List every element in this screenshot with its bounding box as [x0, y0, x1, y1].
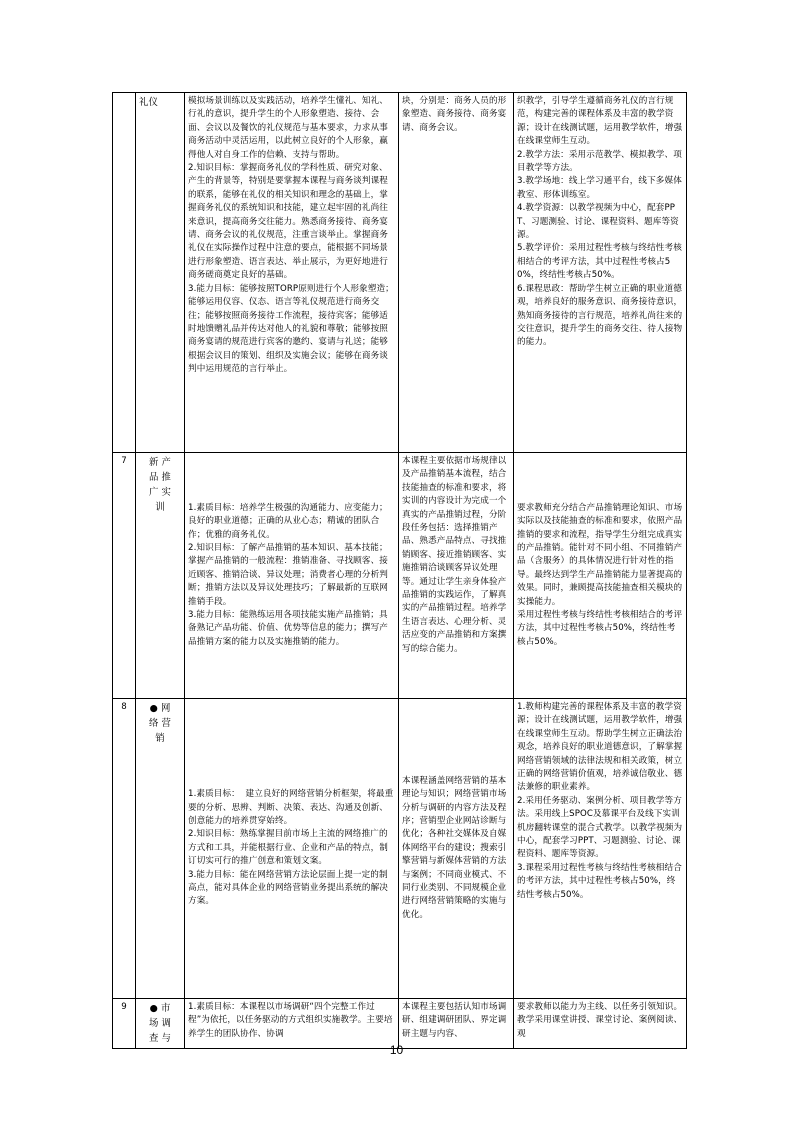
target-paragraph: 3.能力目标：能熟练运用各项技能实施产品推销；具备熟记产品功能、价值、优势等信息的能力；撰写产品推销方案的能力以及实施推销的能力。	[188, 610, 388, 647]
course-name: 新 产 品 推 广 实 训	[148, 457, 172, 513]
target-paragraph: 模拟场景训练以及实践活动，培养学生懂礼、知礼、行礼的意识，提升学生的个人形象塑造、接待、会面、会议以及餐饮的礼仪规范与基本要求，力求从事商务活动中灵活运用，以此树立良好的个人形象，赢得他人对自身工作的信赖、支持与帮助。	[188, 96, 388, 160]
requirement-paragraph: 3.教学场地：线上学习通平台，线下多媒体教室、形体训练室。	[517, 176, 682, 200]
course-name: ● 市 场 调 查 与	[148, 1003, 172, 1044]
course-name-cell	[136, 999, 185, 1049]
course-name: 礼仪	[139, 97, 158, 108]
table-row	[113, 453, 687, 699]
requirement-paragraph: 3.课程采用过程性考核与终结性考核相结合的考评方法，其中过程性考核占50%，终结性考核占50%。	[517, 862, 682, 900]
row-number: 8	[113, 699, 136, 999]
requirement-paragraph: 2.采用任务驱动、案例分析、项目教学等方法。采用线上SPOC及慕课平台及线下实训机房翻转课堂的混合式教学。以教学视频为中心，配套学习PPT、习题测验、讨论、课程资料、题库等资源。	[517, 795, 683, 860]
target-cell	[185, 699, 399, 999]
requirement-paragraph: 织教学，引导学生遵循商务礼仪的言行规范，构建完善的课程体系及丰富的教学资源；设计在线测试题，运用教学软件，增强在线课堂师生互动。	[517, 96, 683, 147]
requirement-paragraph: 4.教学资源：以教学视频为中心，配套PPT、习题测验、讨论、课程资料、题库等资源。	[517, 203, 679, 241]
content-cell	[399, 453, 514, 699]
course-name: ● 网 络 营 销	[148, 703, 172, 744]
table-row	[113, 93, 687, 453]
content-paragraph: 块，分别是：商务人员的形象塑造、商务接待、商务宴请、商务会议。	[402, 96, 507, 133]
row-number	[113, 93, 136, 453]
requirements-cell	[514, 453, 687, 699]
requirements-cell	[514, 699, 687, 999]
target-paragraph: 1.素质目标：培养学生极强的沟通能力、应变能力；良好的职业道德；正确的从业心态；精诚的团队合作；优雅的商务礼仪。	[188, 502, 388, 540]
target-paragraph: 1.素质目标： 建立良好的网络营销分析框架，将最重要的分析、思辨、判断、决策、表达、沟通及创新、创意能力的培养贯穿始终。	[188, 789, 394, 826]
target-paragraph: 1.素质目标：本课程以市场调研“四个完整工作过程”为依托，以任务驱动的方式组织实施教学。主要培养学生的团队协作、协调	[188, 1002, 393, 1039]
content-paragraph: 本课程主要依据市场规律以及产品推销基本流程，结合技能抽查的标准和要求，将实训的内容设计为完成一个真实的产品推销过程，分阶段任务包括：选择推销产品、熟悉产品特点、寻找推销顾客、接近推销顾客、实施推销洽谈顾客异议处理等。通过让学生亲身体验产品推销的实践运作，了解真实的产品推销过程。培养学生语言表达、心理分析、灵活应变的产品推销和方案撰写的综合能力。	[402, 456, 507, 654]
requirements-cell	[514, 999, 687, 1049]
content-cell	[399, 93, 514, 453]
table-row	[113, 999, 687, 1049]
course-name-cell	[136, 93, 185, 453]
content-paragraph: 本课程涵盖网络营销的基本理论与知识；网络营销市场分析与调研的内容方法及程序；营销型企业网站诊断与优化；各种社交媒体及自媒体网络平台的建设；搜索引擎营销与新媒体营销的方法与案例；不同商业模式、不同行业类别、不同规模企业进行网络营销策略的实施与优化。	[402, 775, 507, 920]
target-paragraph: 3.能力目标：能在网络营销方法论层面上提一定的制高点，能对具体企业的网络营销业务提出系统的解决方案。	[188, 869, 388, 907]
requirement-paragraph: 2.教学方法：采用示范教学、模拟教学、项目教学等方法。	[517, 149, 682, 174]
requirement-paragraph: 要求教师充分结合产品推销理论知识、市场实际以及技能抽查的标准和要求，依照产品推销的要求和流程，指导学生分组完成真实的产品推销。能针对不同小组、不同推销产品（含服务）的具体情况进行针对性的指导。最终达到学生产品推销能力显著提高的效果。同时，兼顾提高技能抽查相关模块的实操能力。	[517, 502, 683, 607]
requirement-paragraph: 6.课程思政：帮助学生树立正确的职业道德观，培养良好的服务意识、商务接待意识，熟知商务接待的言行规范，培养礼尚往来的交往意识，提升学生的商务交往、待人接物的能力。	[517, 283, 683, 348]
target-cell	[185, 93, 399, 453]
target-paragraph: 2.知识目标：掌握商务礼仪的学科性质、研究对象、产生的背景等，特别是要掌握本课程与商务谈判课程的联系，能够在礼仪的相关知识和理念的基础上，掌握商务礼仪的系统知识和技能，建立起牢固的礼尚往来意识，提高商务交往能力。熟悉商务接待、商务宴请、商务会议的礼仪规范，注重言谈举止。掌握商务礼仪在实际操作过程中注意的要点，能根据不同场景进行形象塑造、语言表达、举止展示，为更好地进行商务磋商奠定良好的基础。	[188, 163, 388, 281]
target-paragraph: 2.知识目标：了解产品推销的基本知识、基本技能；掌握产品推销的一般流程：推销准备、寻找顾客、接近顾客、推销洽谈、异议处理；消费者心理的分析判断；推销方法以及异议处理技巧；了解最新的互联网推销手段。	[188, 542, 388, 607]
row-number: 7	[113, 453, 136, 699]
page-number: 10	[389, 1043, 404, 1057]
requirement-paragraph: 要求教师以能力为主线、以任务引领知识。教学采用课堂讲授、课堂讨论、案例阅读、观	[517, 1002, 683, 1039]
table-row	[113, 699, 687, 999]
content-cell	[399, 699, 514, 999]
course-table	[112, 92, 687, 1049]
content-cell	[399, 999, 514, 1049]
target-paragraph: 2.知识目标：熟练掌握目前市场上主流的网络推广的方式和工具，并能根据行业、企业和产品的特点，制订切实可行的推广创意和策划文案。	[188, 829, 388, 867]
requirement-paragraph: 采用过程性考核与终结性考核相结合的考评方法，其中过程性考核占50%，终结性考核占50%。	[517, 610, 683, 647]
target-cell	[185, 999, 399, 1049]
target-paragraph: 3.能力目标：能够按照TORP原则进行个人形象塑造；能够运用仪容、仪态、语言等礼仪规范进行商务交往；能够按照商务接待工作流程，接待宾客；能够适时地馈赠礼品并传达对他人的礼貌和尊敬；能够按照商务宴请的规范进行宾客的邀约、宴请与礼送；能够根据会议目的策划、组织及实施会议；能够在商务谈判中运用规范的言行举止。	[188, 283, 394, 375]
target-cell	[185, 453, 399, 699]
requirement-paragraph: 5.教学评价：采用过程性考核与终结性考核相结合的考评方法，其中过程性考核占50%，终结性考核占50%。	[517, 243, 682, 281]
content-paragraph: 本课程主要包括认知市场调研、组建调研团队、界定调研主题与内容、	[402, 1002, 507, 1039]
requirement-paragraph: 1.教师构建完善的课程体系及丰富的教学资源；设计在线测试题，运用教学软件，增强在线课堂师生互动。帮助学生树立正确法治观念，培养良好的职业道德意识，了解掌握网络营销领域的法律法规和相关政策，树立正确的网络营销价值观，培养诚信敬业、德法兼修的职业素养。	[517, 702, 683, 793]
row-number: 9	[113, 999, 136, 1049]
course-name-cell	[136, 453, 185, 699]
requirements-cell	[514, 93, 687, 453]
course-name-cell	[136, 699, 185, 999]
